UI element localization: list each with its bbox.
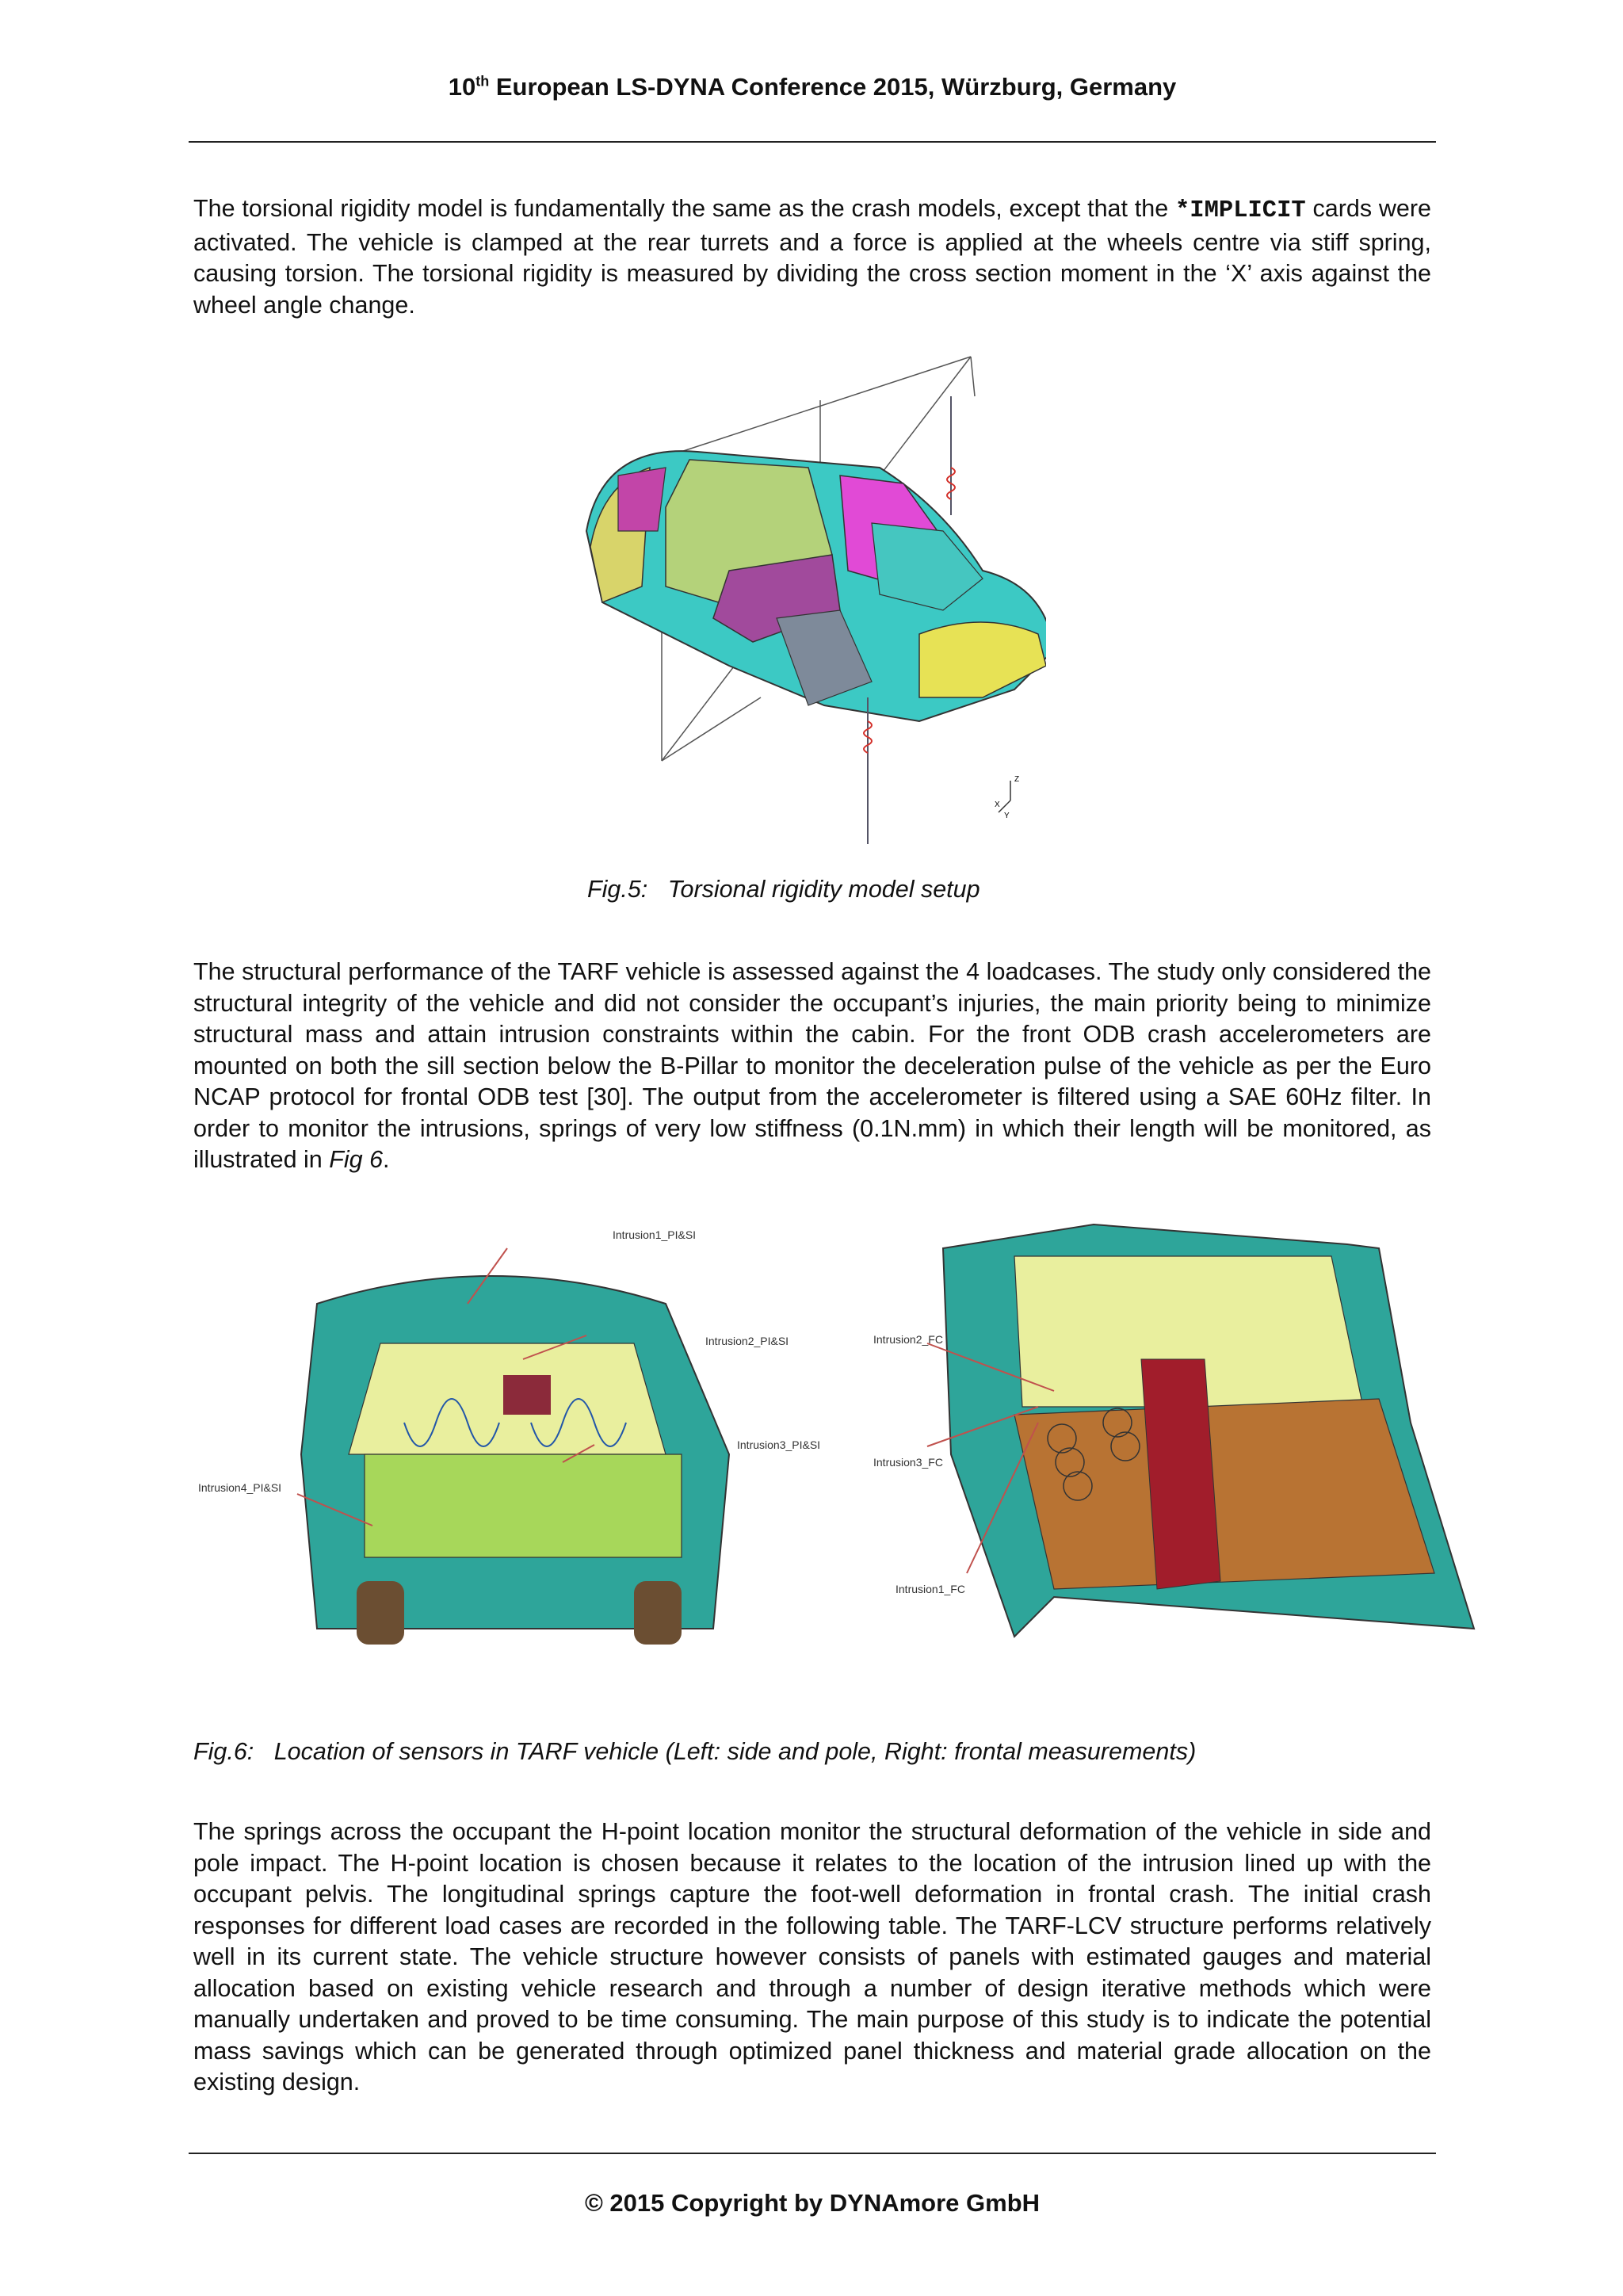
callout-intrusion1-fc: Intrusion1_FC (896, 1583, 965, 1595)
fig5-title: Torsional rigidity model setup (667, 876, 980, 903)
fig6-reference: Fig 6 (329, 1146, 384, 1173)
para2-text-b: . (383, 1146, 390, 1173)
paragraph-springs-h-point: The springs across the occupant the H-point location monitor the structural deformation of the vehicle in side and pole impact. The H-point location is chosen because it relates to the location of the intrusion lined up with the occupant pelvis. The longitudinal springs capture the foot-well deformation in frontal crash. The initial crash responses for different load cases are recorded in the following table. The TARF-LCV structure performs relatively well in its current state. The vehicle structure however consists of panels with estimated gauges and material allocation based on existing vehicle research and through a number of design iterative methods which were manually undertaken and proved to be time consuming. The main purpose of this study is to indicate the potential mass savings which can be generated through optimized panel thickness and material grade allocation on the existing design. (193, 1818, 1431, 2095)
callout-intrusion1-pisi: Intrusion1_PI&SI (613, 1228, 697, 1241)
paragraph-structural-performance (193, 957, 1431, 1176)
coordinate-triad (995, 775, 1019, 820)
fig6-right-frontal-image (856, 1217, 1482, 1660)
front-spring (864, 697, 872, 844)
paragraph-torsional-rigidity (193, 193, 1431, 321)
callout-intrusion2-fc: Intrusion2_FC (873, 1333, 943, 1346)
callout-intrusion2-pisi: Intrusion2_PI&SI (705, 1335, 789, 1347)
para1-text-a: The torsional rigidity model is fundamentally the same as the crash models, except that the (193, 195, 1175, 222)
header-ordinal-suffix: th (475, 73, 490, 90)
footer-rule (189, 2153, 1436, 2154)
para1-text-b: cards were activated. The vehicle is clamped at the rear turrets and a force is applied at the wheels centre via stiff spring, causing torsion. The torsional rigidity is measured by dividing the cross section moment in the ‘X’ axis against the wheel angle change. (193, 195, 1431, 319)
axis-y-label: Y (1004, 812, 1010, 820)
fig5-label: Fig.5: (587, 876, 648, 903)
header-rule (189, 141, 1436, 143)
fig5-caption (587, 876, 980, 904)
callout-intrusion3-pisi: Intrusion3_PI&SI (737, 1438, 821, 1451)
rear-spring (947, 396, 955, 515)
fig5-torsional-model-image (571, 349, 1046, 864)
header-title: European LS-DYNA Conference 2015, Würzburg, Germany (489, 73, 1177, 101)
callout-intrusion3-fc: Intrusion3_FC (873, 1456, 943, 1469)
conference-header (190, 73, 1434, 101)
para2-text-a: The structural performance of the TARF vehicle is assessed against the 4 loadcases. The study only considered the structural integrity of the vehicle and did not consider the occupant’s injuries, the main priority being to minimize structural mass and attain intrusion constraints within the cabin. For the front ODB crash accelerometers are mounted on both the sill section below the B-Pillar to monitor the deceleration pulse of the vehicle as per the Euro NCAP protocol for frontal ODB test [30]. The output from the accelerometer is filtered using a SAE 60Hz filter. In order to monitor the intrusions, springs of very low stiffness (0.1N.mm) in which their length will be monitored, as illustrated in (193, 958, 1431, 1173)
fig6-caption (193, 1738, 1196, 1766)
callout-intrusion4-pisi: Intrusion4_PI&SI (198, 1481, 282, 1494)
seat-headrest (503, 1375, 551, 1415)
fig6-left-side-pole-image (190, 1217, 840, 1660)
copyright-footer: © 2015 Copyright by DYNAmore GmbH (584, 2189, 1041, 2217)
implicit-keyword: *IMPLICIT (1174, 197, 1306, 224)
header-ordinal: 10 (448, 73, 476, 101)
vehicle-body (586, 451, 1046, 721)
fig6-title: Location of sensors in TARF vehicle (Left: side and pole, Right: frontal measurements) (273, 1738, 1197, 1765)
axis-z-label: Z (1014, 775, 1020, 784)
axis-x-label: X (995, 800, 1000, 809)
fig6-label: Fig.6: (193, 1738, 254, 1765)
